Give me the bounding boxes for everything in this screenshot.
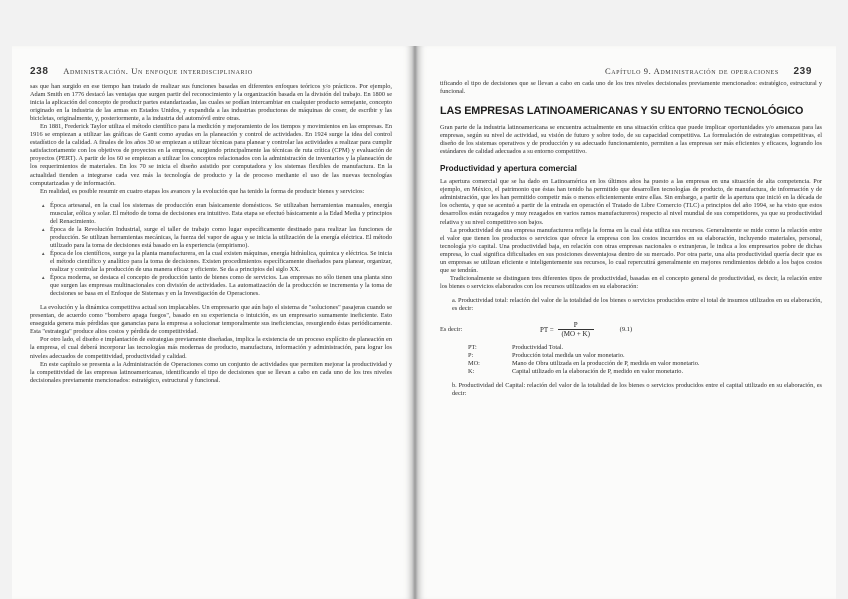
right-page-number: 239 bbox=[793, 66, 812, 77]
definition-text: Productividad Total. bbox=[512, 344, 564, 352]
paragraph: En realidad, es posible resumir en cuatro etapas los avances y la evolución que ha tenido la forma de producir bienes y servicios: bbox=[40, 187, 365, 195]
table-row bbox=[468, 344, 705, 352]
table-row bbox=[468, 352, 705, 360]
subsection-heading: Productividad y apertura comercial bbox=[440, 164, 577, 174]
paragraph: Tradicionalmente se distinguen tres diferentes tipos de productividad, basadas en el concepto general de productividad, es decir, la relación entre los bienes o servicios elaborados con los recursos utilizados en su elaboración: bbox=[440, 274, 822, 290]
list-item-b: b. Productividad del Capital: relación del valor de la totalidad de los bienes o servicios producidos entre el capital utilizado en su elaboración, es decir: bbox=[452, 382, 822, 398]
definition-symbol: P: bbox=[468, 352, 474, 360]
definition-symbol: MO: bbox=[468, 360, 480, 368]
formula-denominator: (MO + K) bbox=[561, 330, 590, 339]
equation-number: (9.1) bbox=[619, 326, 633, 334]
table-row bbox=[468, 368, 705, 376]
paragraph: En 1881, Frederick Taylor utiliza el método científico para la medición y mejoramiento de los tiempos y movimientos en las empresas. En 1916 se empiezan a utilizar las gráficas de Gantt como ayudas en la planeación y control de actividades. En 1924 surge la idea del control estadístico de la calidad. A finales de los años 30 se empiezan a utilizar técnicas para planear y controlar las actividades a realizar para cumplir satisfactoriamente con los objetivos de proyectos en la empresa, surgiendo principalmente las técnicas de ruta crítica (CPM) y evaluación de proyectos (PERT). A partir de los 60 se empiezan a utilizar los conceptos relacionados con la administración de inventarios y la planeación de los requerimientos de materiales. En los 70 se inicia el diseño asistido por computadora y los sistemas flexibles de manufactura. En la actualidad tienden a integrarse cada vez más la tecnología de producto y la de proceso mediante el uso de las nuevas tecnologías computarizadas y de información. bbox=[30, 123, 392, 187]
definition-text: Producción total medida un valor monetario. bbox=[512, 352, 625, 360]
list-item: ▲ Época artesanal, en la cual los sistemas de producción eran básicamente domésticos. Se utilizaban herramientas manuales, energía muscular, eólica y solar. El método de toma de decisiones era intuitivo. Esta etapa se efectuó básicamente a la Edad Media y principios del Renacimiento. bbox=[42, 202, 392, 226]
left-running-head bbox=[30, 66, 253, 77]
definition-text: Mano de Obra utilizada en la producción de P, medida en valor monetario. bbox=[512, 360, 700, 368]
formula-label: Es decir: bbox=[440, 325, 463, 333]
list-item: ▲ Época de la Revolución Industrial, surge el taller de trabajo como lugar específicamente destinado para realizar las funciones de producción. Se utilizan herramientas mecánicas, la fuerza del vapor de agua y se inicia la utilización de la energía eléctrica. El método utilizado para la toma de decisiones está basado en la experiencia (empirismo). bbox=[42, 226, 392, 250]
definition-symbol: K: bbox=[468, 368, 475, 376]
eras-list bbox=[30, 202, 392, 299]
paragraph: Gran parte de la industria latinoamericana se encuentra actualmente en una situación crítica que puede implicar oportunidades y/o amenazas para las empresas, según su nivel de actividad, su visión de futuro y sobre todo, de su capacidad competitiva. La formulación de estrategias competitivas, el diseño de los sistemas operativos y de producción y su adecuado funcionamiento, permiten a las empresas ser más eficientes y eficaces, logrando los estándares de calidad adecuados a su entorno competitivo. bbox=[440, 124, 822, 156]
definitions-table bbox=[468, 344, 705, 376]
table-row bbox=[468, 360, 705, 368]
right-text-column bbox=[440, 80, 822, 398]
section-heading: LAS EMPRESAS LATINOAMERICANAS Y SU ENTORNO TECNOLÓGICO bbox=[440, 105, 804, 118]
right-page bbox=[418, 46, 836, 599]
formula-expression bbox=[540, 321, 594, 338]
paragraph: En este capítulo se presenta a la Administración de Operaciones como un conjunto de actividades que permiten mejorar la productividad y la competitividad de las empresas latinoamericanas, identificando el tipo de decisiones que se llevan a cabo en cada uno de los tres niveles decisionales previamente mencionados: estratégico, estructural y funcional. bbox=[30, 360, 392, 384]
left-page bbox=[12, 46, 412, 599]
paragraph: La productividad de una empresa manufacturera refleja la forma en la cual ésta utiliza sus recursos. Generalmente se mide como la relación entre el valor que tienen los productos o servicios que ofrece la empresa con los costos incurridos en su elaboración, incluyendo materiales, personal, tecnología y/o capital. Una productividad baja, en relación con otras empresas nacionales o extranjeras, le indica a los empresarios pobre de dichas empresa, lo cual significa dificultades en sus posiciones desventajosa dentro de su mercado. Por otra parte, una alta productividad quería decir que es un empresas se utilizan eficiente e inteligentemente sus recursos, lo cual repercutirá generalmente en mejores rendimientos debido a los bajos costos que se tendrán. bbox=[440, 226, 822, 274]
paragraph: tificando el tipo de decisiones que se llevan a cabo en cada uno de los tres niveles decisionales previamente mencionados: estratégico, estructural y funcional. bbox=[440, 80, 822, 96]
paragraph: La apertura comercial que se ha dado en Latinoamérica en los últimos años ha puesto a las empresas en una situación de alta competencia. Por ejemplo, en México, el patrimonio que éstas han tenido ha permitido que desarrollen tecnologías de producto, de manufactura, de información y de administración, que les han permitido competir más o menos eficientemente entre ellas. Sin embargo, a partir de la apertura que inició en la década de los ochenta, y que se acentuó a partir de la entrada en operación el Tratado de Libre Comercio (TLC) a principios del año 1994, se ha visto que estos desarrollos están rezagados y muy rezagados en varios ramos manufactureros) respecto al nivel mundial de sus competidores, ya que su productividad relativa y su nivel competitivo son bajos. bbox=[440, 178, 822, 226]
paragraph: sas que han surgido en ese tiempo han tratado de realizar sus funciones basadas en diferentes enfoques teóricos y/o prácticos. Por ejemplo, Adam Smith en 1776 destacó las ventajas que surgen partir del reconocimiento y la organización basada en la división del trabajo. En 1800 se inicia la aplicación del concepto de producir partes estandarizadas, las cuales se podían intercambiar en cualquier producto semejante, concepto originado en la industria de las armas en Estados Unidos, y expandida a las industrias productoras de máquinas de coser, de escribir y las bicicletas, originalmente, y, posteriormente, a la industria del automóvil entre otras. bbox=[30, 83, 392, 123]
right-running-head bbox=[605, 66, 812, 77]
list-item-a: a. Productividad total: relación del valor de la totalidad de los bienes o servicios producidos entre el total de insumos utilizados en su elaboración, es decir: bbox=[452, 296, 822, 312]
left-page-number: 238 bbox=[30, 66, 49, 77]
right-running-title: Capítulo 9. Administración de operaciones bbox=[604, 66, 779, 76]
list-item: ▲ Época moderna, se destaca el concepto de producción tanto de bienes como de servicios. Las empresas no sólo tienen una planta sino que surgen las empresas multinacionales con división de actividades. La automatización de la producción se incrementa y la toma de decisiones se basa en el Enfoque de Sistemas y en la Investigación de Operaciones. bbox=[42, 274, 392, 298]
list-item: ▲ Época de los científicos, surge ya la planta manufacturera, en la cual existen máquinas, energía hidráulica, química y eléctrica. Se inicia el método científico y analítico para la toma de decisiones. Existen procedimientos específicamente diseñados para planear, organizar, realizar y controlar la producción de una manera eficaz y eficiente. Se da a principios del siglo XX. bbox=[42, 250, 392, 274]
formula-numerator: P bbox=[558, 321, 594, 330]
formula-lhs: PT = bbox=[540, 325, 554, 334]
definition-symbol: PT: bbox=[468, 344, 477, 352]
definition-text: Capital utilizado en la elaboración de P, medido en valor monetario. bbox=[512, 368, 684, 376]
formula-9-1 bbox=[440, 321, 822, 338]
left-running-title: Administración. Un enfoque interdisciplinario bbox=[63, 66, 253, 76]
formula-fraction bbox=[558, 321, 594, 338]
paragraph: La evolución y la dinámica competitiva actual son implacables. Un empresario que aún bajo el sistema de "soluciones" pasajeras cuando se presentan, de acuerdo como "bombero apaga fuegos", basado en su experiencia o intuición, es un empresario sumamente ineficiente. Esto enseguida genera más pérdidas que ganancias para la empresa a solucionar temporalmente sus ineficiencias, resurgiendo éstas periódicamente. Esta "estrategia" produce altos costos y pérdida de competitividad. bbox=[30, 304, 392, 336]
left-text-column bbox=[30, 83, 392, 385]
paragraph: Por otro lado, el diseño e implantación de estrategias previamente diseñadas, implica la existencia de un proceso explícito de planeación en la empresa, el cual deberá incorporar las tecnologías más modernas de producto, manufactura, información y administración, para lograr los niveles adecuados de competitividad, productividad y calidad. bbox=[30, 336, 392, 360]
